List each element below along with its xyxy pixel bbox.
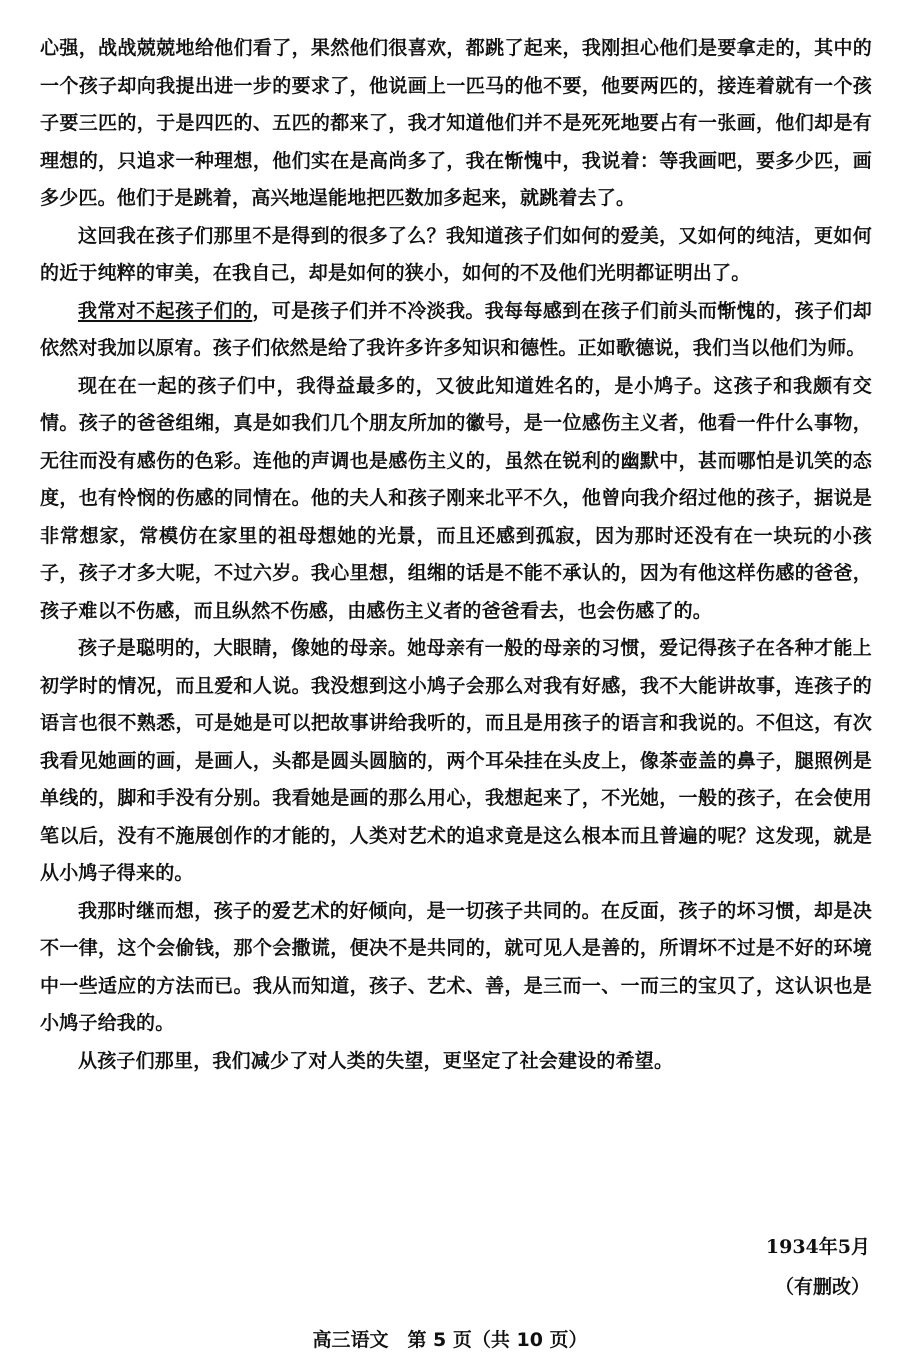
article-date: 1934年5月 <box>765 1236 870 1258</box>
underlined-sentence: 我常对不起孩子们的 <box>78 299 253 322</box>
paragraph-5 <box>40 630 872 893</box>
article-body <box>40 30 872 1080</box>
paragraph-3-text: ，可是孩子们并不冷淡我。我每每感到在孩子们前头而惭愧的，孩子们却依然对我加以原宥。孩子们依然是给了我许多许多知识和德性。正如歌德说，我们当以他们为师。 <box>40 299 872 359</box>
paragraph-6 <box>40 893 872 1043</box>
paragraph-7 <box>40 1043 872 1081</box>
edit-note: （有删改） <box>774 1276 870 1298</box>
page-footer: 高三语文 第 5 页（共 10 页） <box>312 1329 588 1351</box>
paragraph-4-text: 现在在一起的孩子们中，我得益最多的，又彼此知道姓名的，是小鸠子。这孩子和我颇有交情。孩子的爸爸组缃，真是如我们几个朋友所加的徽号，是一位感伤主义者，他看一件什么事物，无往而没有感伤的色彩。连他的声调也是感伤主义的，虽然在锐利的幽默中，甚而哪怕是讥笑的态度，也有怜悯的伤感的同情在。他的夫人和孩子刚来北平不久，他曾向我介绍过他的孩子，据说是非常想家，常模仿在家里的祖母想她的光景，而且还感到孤寂，因为那时还没有在一块玩的小孩子，孩子才多大呢，不过六岁。我心里想，组缃的话是不能不承认的，因为有他这样伤感的爸爸，孩子难以不伤感，而且纵然不伤感，由感伤主义者的爸爸看去，也会伤感了的。 <box>40 374 872 622</box>
paragraph-1-text: 心强，战战兢兢地给他们看了，果然他们很喜欢，都跳了起来，我刚担心他们是要拿走的，其中的一个孩子却向我提出进一步的要求了，他说画上一匹马的他不要，他要两匹的，接连着就有一个孩子要三匹的，于是四匹的、五匹的都来了，我才知道他们并不是死死地要占有一张画，他们却是有理想的，只追求一种理想，他们实在是高尚多了，我在惭愧中，我说着：等我画吧，要多少匹，画多少匹。他们于是跳着，高兴地逞能地把匹数加多起来，就跳着去了。 <box>40 37 872 209</box>
paragraph-2 <box>40 218 872 293</box>
paragraph-1 <box>40 30 872 218</box>
paragraph-6-text: 我那时继而想，孩子的爱艺术的好倾向，是一切孩子共同的。在反面，孩子的坏习惯，却是决不一律，这个会偷钱，那个会撒谎，便决不是共同的，就可见人是善的，所谓坏不过是不好的环境中一些适应的方法而已。我从而知道，孩子、艺术、善，是三而一、一而三的宝贝了，这认识也是小鸠子给我的。 <box>40 899 872 1034</box>
paragraph-3 <box>40 293 872 368</box>
paragraph-2-text: 这回我在孩子们那里不是得到的很多了么？我知道孩子们如何的爱美，又如何的纯洁，更如何的近于纯粹的审美，在我自己，却是如何的狭小，如何的不及他们光明都证明出了。 <box>40 224 872 284</box>
paragraph-4 <box>40 368 872 631</box>
paragraph-5-text: 孩子是聪明的，大眼睛，像她的母亲。她母亲有一般的母亲的习惯，爱记得孩子在各种才能上初学时的情况，而且爱和人说。我没想到这小鸠子会那么对我有好感，我不大能讲故事，连孩子的语言也很不熟悉，可是她是可以把故事讲给我听的，而且是用孩子的语言和我说的。不但这，有次我看见她画的画，是画人，头都是圆头圆脑的，两个耳朵挂在头皮上，像茶壶盖的鼻子，腿照例是单线的，脚和手没有分别。我看她是画的那么用心，我想起来了，不光她，一般的孩子，在会使用笔以后，没有不施展创作的才能的，人类对艺术的追求竟是这么根本而且普遍的呢？这发现，就是从小鸠子得来的。 <box>40 637 872 884</box>
paragraph-7-text: 从孩子们那里，我们减少了对人类的失望，更坚定了社会建设的希望。 <box>78 1049 674 1072</box>
